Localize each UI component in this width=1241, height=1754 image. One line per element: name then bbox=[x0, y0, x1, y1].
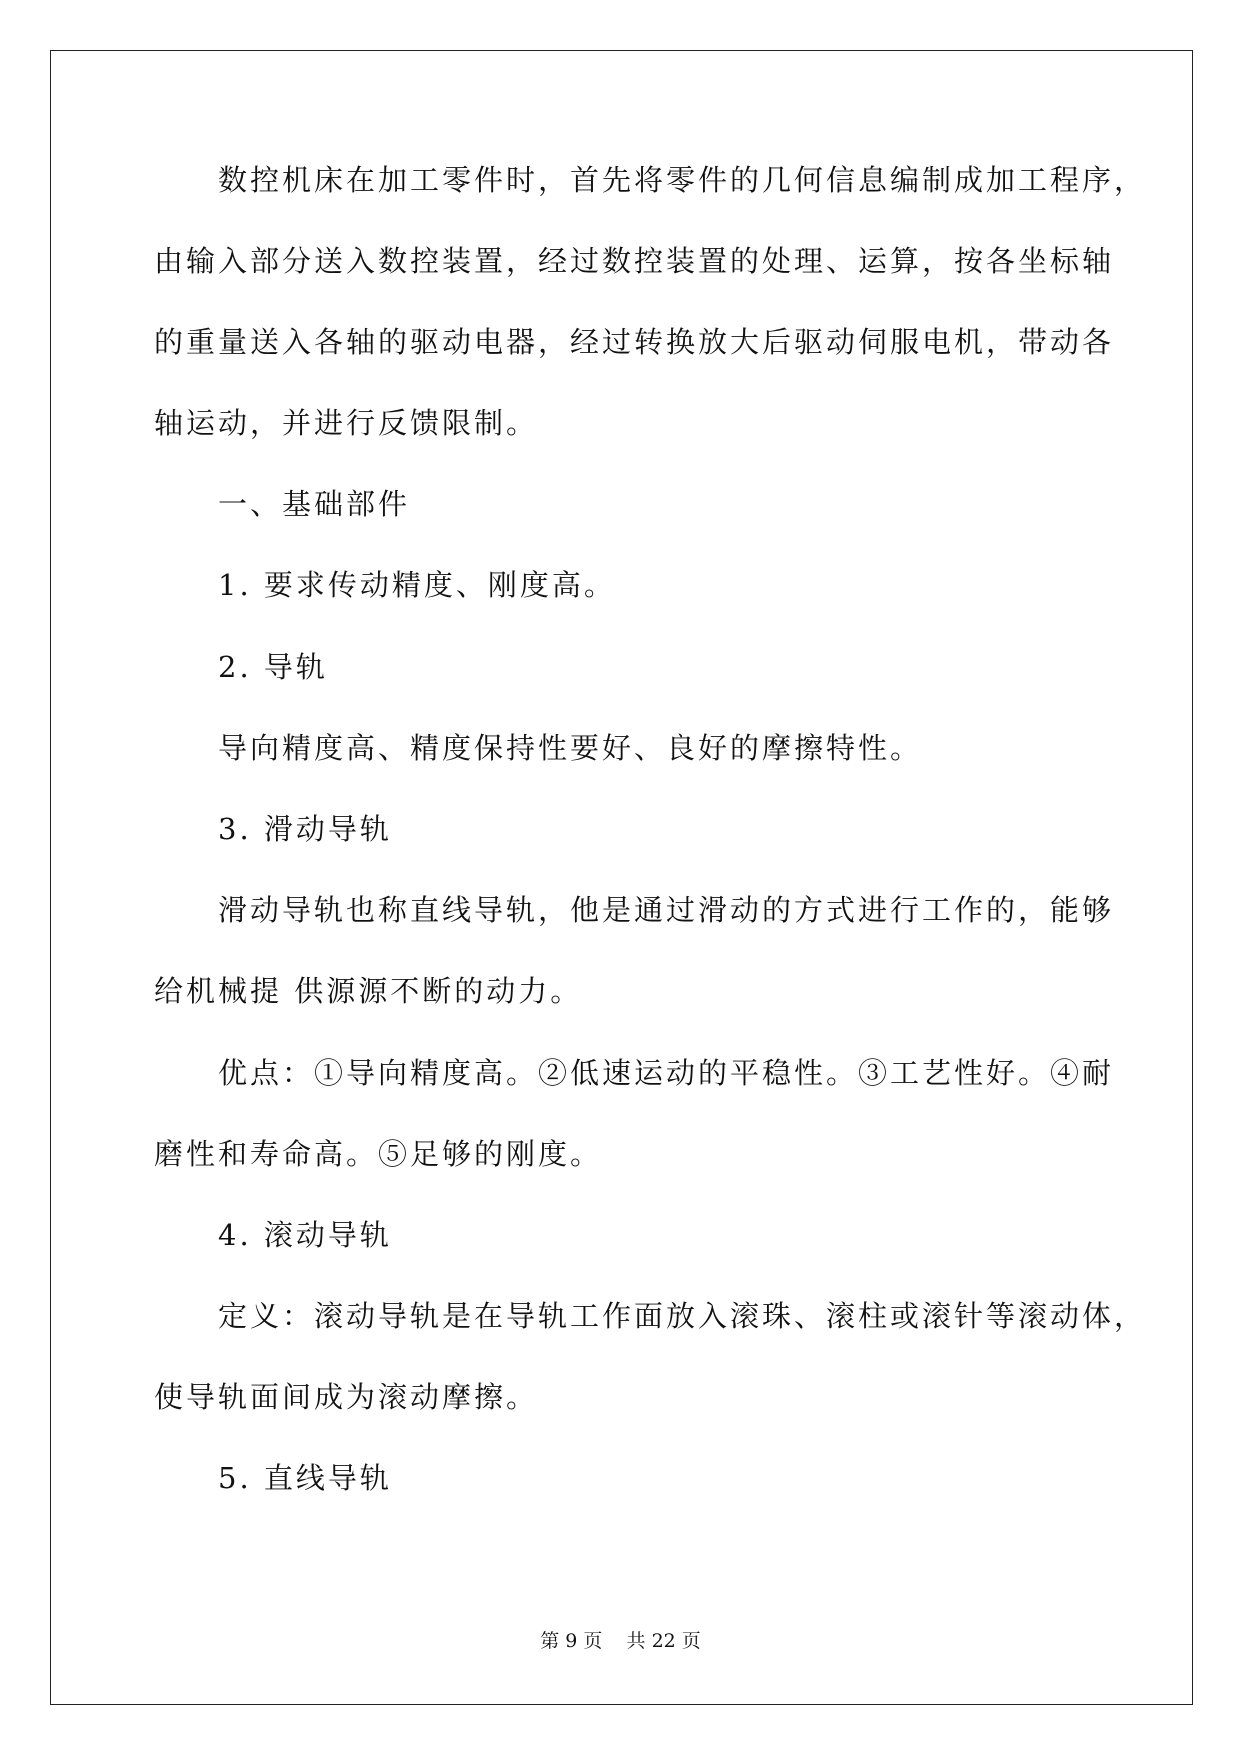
page-border bbox=[50, 50, 1193, 1705]
list-item: 1. 要求传动精度、刚度高。 bbox=[154, 568, 616, 602]
section-heading: 一、基础部件 bbox=[154, 487, 411, 521]
paragraph-line: 数控机床在加工零件时，首先将零件的几何信息编制成加工程序， bbox=[154, 163, 1147, 197]
paragraph-line: 磨性和寿命高。⑤足够的刚度。 bbox=[154, 1137, 603, 1171]
paragraph-line: 的重量送入各轴的驱动电器，经过转换放大后驱动伺服电机，带动各 bbox=[154, 325, 1115, 359]
list-item: 4. 滚动导轨 bbox=[154, 1218, 392, 1252]
paragraph-line: 由输入部分送入数控装置，经过数控装置的处理、运算，按各坐标轴 bbox=[154, 244, 1115, 278]
paragraph-line: 给机械提 供源源不断的动力。 bbox=[154, 974, 583, 1008]
paragraph-line: 优点：①导向精度高。②低速运动的平稳性。③工艺性好。④耐 bbox=[154, 1056, 1115, 1090]
paragraph-line: 轴运动，并进行反馈限制。 bbox=[154, 406, 539, 440]
paragraph-line: 滑动导轨也称直线导轨，他是通过滑动的方式进行工作的，能够 bbox=[154, 893, 1115, 927]
list-item: 3. 滑动导轨 bbox=[154, 812, 392, 846]
paragraph-line: 定义：滚动导轨是在导轨工作面放入滚珠、滚柱或滚针等滚动体， bbox=[154, 1299, 1147, 1333]
paragraph-line: 导向精度高、精度保持性要好、良好的摩擦特性。 bbox=[154, 731, 923, 765]
list-item: 5. 直线导轨 bbox=[154, 1461, 392, 1495]
page-number-footer: 第 9 页 共 22 页 bbox=[540, 1630, 701, 1652]
list-item: 2. 导轨 bbox=[154, 650, 328, 684]
paragraph-line: 使导轨面间成为滚动摩擦。 bbox=[154, 1380, 539, 1414]
